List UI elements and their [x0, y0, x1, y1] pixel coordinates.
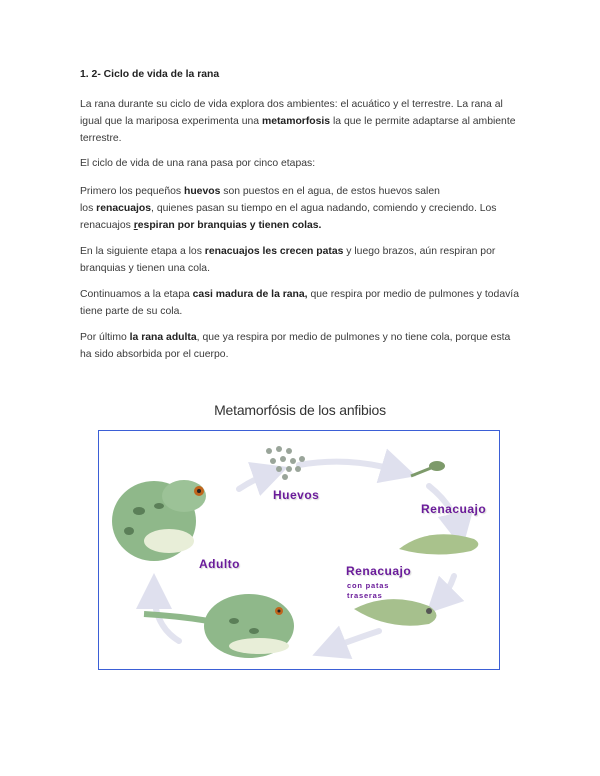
label-tadpole-legs: Renacuajo — [346, 564, 412, 578]
label-tadpole-legs-sub1: con patas — [347, 581, 390, 590]
adult-frog-icon — [112, 480, 206, 561]
label-tadpole-legs-sub2: traseras — [347, 591, 383, 600]
paragraph-almost-adult: Continuamos a la etapa casi madura de la rana, que respira por medio de pulmones y todavía tiene parte de su cola. — [80, 289, 519, 317]
figure-title: Metamorfósis de los anfibios — [214, 402, 386, 418]
label-adult: Adulto — [199, 557, 240, 571]
paragraph-adult: Por último la rana adulta, que ya respira por medio de pulmones y no tiene cola, porque esta ha sido absorbida por el cuerpo. — [80, 332, 511, 360]
tadpole-legs-icon — [354, 599, 437, 626]
lifecycle-illustration — [99, 431, 500, 670]
paragraph-intro: La rana durante su ciclo de vida explora dos ambientes: el acuático y el terrestre. La rana al igual que la mariposa experimenta una metamorfosis la que le permite adaptarse al ambiente terrestre. — [80, 99, 516, 144]
section-heading: 1. 2- Ciclo de vida de la rana — [80, 69, 220, 80]
paragraph-eggs: Primero los pequeños huevos son puestos en el agua, de estos huevos salen los renacuajos, quienes pasan su tiempo en el agua nadando, comiendo y creciendo. Los renacuajos respiran por branquias y tienen colas. — [80, 186, 497, 231]
label-tadpole: Renacuajo — [421, 502, 487, 516]
paragraph-legs: En la siguiente etapa a los renacuajos les crecen patas y luego brazos, aún respiran por branquias y tienen una cola. — [80, 246, 496, 274]
paragraph-stages: El ciclo de vida de una rana pasa por cinco etapas: — [80, 158, 316, 169]
hatchling-tadpole-icon — [411, 461, 445, 476]
metamorphosis-figure — [98, 430, 500, 670]
tadpole-icon — [399, 534, 478, 554]
label-eggs: Huevos — [273, 488, 320, 502]
